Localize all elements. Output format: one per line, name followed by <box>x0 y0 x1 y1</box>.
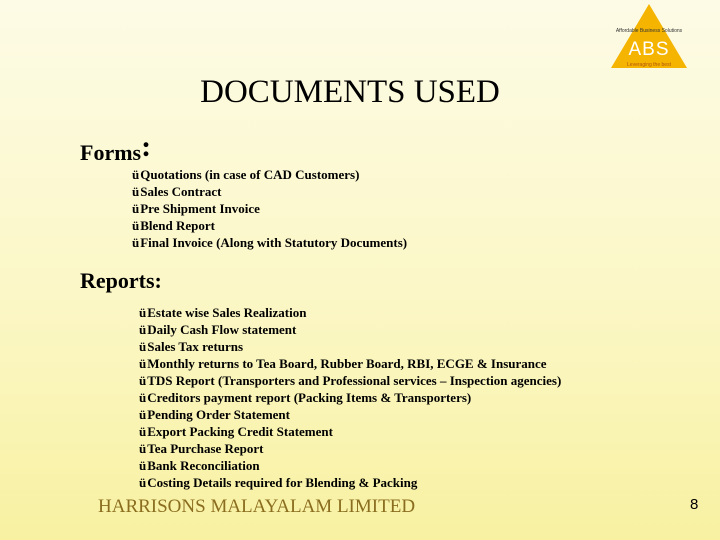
bullet-glyph: ü <box>139 475 147 490</box>
bullet-glyph: ü <box>139 322 147 337</box>
logo-tagline-top: Affordable Business Solutions <box>615 28 683 34</box>
list-item <box>139 440 561 457</box>
list-item <box>132 183 407 200</box>
abs-logo <box>604 2 694 72</box>
company-footer: HARRISONS MALAYALAM LIMITED <box>98 496 416 517</box>
forms-item-text: Quotations (in case of CAD Customers) <box>140 167 360 182</box>
reports-item-text: Daily Cash Flow statement <box>147 322 297 337</box>
reports-item-text: Creditors payment report (Packing Items & Transporters) <box>147 390 472 405</box>
reports-item-text: Export Packing Credit Statement <box>147 424 333 439</box>
reports-item-text: Sales Tax returns <box>147 339 244 354</box>
logo-tagline-bottom: Leveraging the best <box>627 62 671 68</box>
bullet-glyph: ü <box>139 441 147 456</box>
forms-item-text: Final Invoice (Along with Statutory Documents) <box>140 235 408 250</box>
bullet-glyph: ü <box>139 356 147 371</box>
list-item <box>139 423 561 440</box>
reports-item-text: Costing Details required for Blending & Packing <box>147 475 418 490</box>
bullet-glyph: ü <box>132 184 140 199</box>
bullet-glyph: ü <box>139 339 147 354</box>
bullet-glyph: ü <box>132 201 140 216</box>
page-number: 8 <box>690 496 699 513</box>
forms-list <box>132 166 407 251</box>
bullet-glyph: ü <box>132 218 140 233</box>
forms-item-text: Sales Contract <box>140 184 222 199</box>
list-item <box>139 338 561 355</box>
bullet-glyph: ü <box>139 424 147 439</box>
reports-heading: Reports: <box>80 268 162 293</box>
list-item <box>139 406 561 423</box>
bullet-glyph: ü <box>139 407 147 422</box>
page-title: DOCUMENTS USED <box>200 74 500 110</box>
forms-heading-colon: : <box>141 130 152 163</box>
bullet-glyph: ü <box>139 390 147 405</box>
bullet-glyph: ü <box>132 235 140 250</box>
list-item <box>139 355 561 372</box>
forms-heading-label: Forms <box>80 140 142 165</box>
reports-item-text: Tea Purchase Report <box>147 441 264 456</box>
bullet-glyph: ü <box>132 167 140 182</box>
list-item <box>139 321 561 338</box>
list-item <box>139 372 561 389</box>
list-item <box>132 234 407 251</box>
forms-item-text: Blend Report <box>140 218 215 233</box>
reports-item-text: Pending Order Statement <box>147 407 290 422</box>
reports-item-text: Monthly returns to Tea Board, Rubber Board, RBI, ECGE & Insurance <box>147 356 547 371</box>
reports-item-text: TDS Report (Transporters and Professional services – Inspection agencies) <box>147 373 562 388</box>
reports-item-text: Estate wise Sales Realization <box>147 305 307 320</box>
reports-list <box>139 304 561 491</box>
list-item <box>139 304 561 321</box>
forms-item-text: Pre Shipment Invoice <box>140 201 260 216</box>
list-item <box>132 200 407 217</box>
list-item <box>132 166 407 183</box>
list-item <box>139 389 561 406</box>
forms-heading <box>80 130 151 166</box>
reports-item-text: Bank Reconciliation <box>147 458 260 473</box>
bullet-glyph: ü <box>139 305 147 320</box>
bullet-glyph: ü <box>139 458 147 473</box>
list-item <box>132 217 407 234</box>
bullet-glyph: ü <box>139 373 147 388</box>
list-item <box>139 474 561 491</box>
logo-text: ABS <box>628 39 670 60</box>
list-item <box>139 457 561 474</box>
